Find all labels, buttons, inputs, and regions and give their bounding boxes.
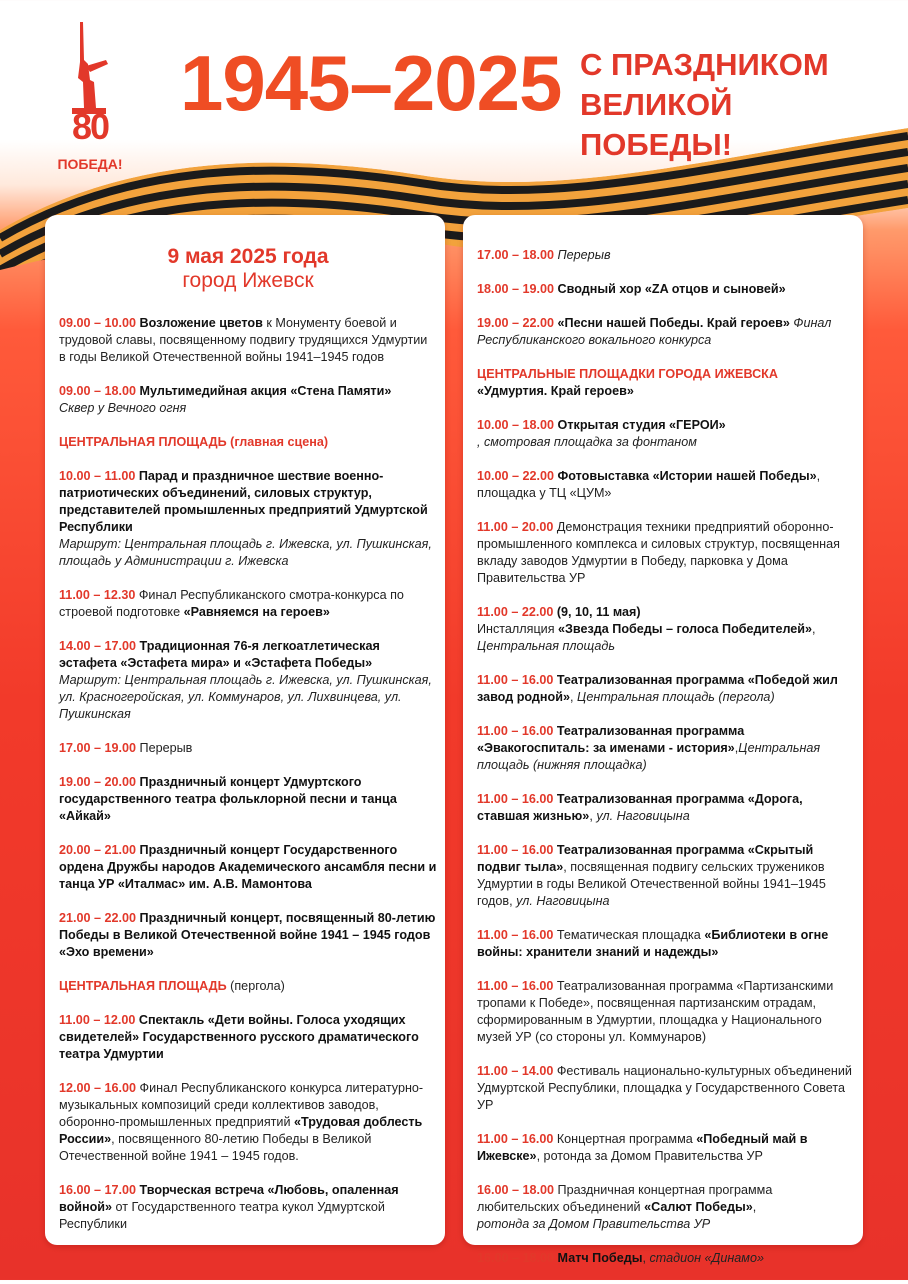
entry-place: Маршрут: Центральная площадь г. Ижевска, ул. Пушкинская, ул. Красногеройская, ул. Коммунаров, ул. Лихвинцева, ул. Пушкинская [59,673,432,721]
schedule-entry [477,723,855,774]
schedule-entry [477,247,855,264]
entry-time: 11.00 – 16.00 [477,979,554,993]
entry-time: 16.00 – 18.00 [477,1183,555,1197]
entry-time: 11.00 – 12.30 [59,588,136,602]
entry-time: 11.00 – 16.00 [477,724,554,738]
schedule-entry [477,417,855,451]
entry-text: , площадка у ТЦ «ЦУМ» [477,469,821,500]
schedule-entry [477,672,855,706]
entry-text: от Государственного театра кукол Удмуртской Республики [59,1200,385,1231]
schedule-entry [59,842,437,893]
entry-place: , смотровая площадка за фонтаном [477,435,697,449]
entry-text: , [642,1251,650,1265]
section-heading [59,978,437,995]
entry-time: 10.00 – 18.00 [477,418,555,432]
entry-place: Финал Республиканского вокального конкурса [477,316,832,347]
entry-time: 11.00 – 12.00 [59,1013,136,1027]
schedule-entry [59,774,437,825]
entry-time: 20.00 – 21.00 [59,843,137,857]
schedule-card-left [45,215,445,1245]
entry-title: Возложение цветов [139,316,263,330]
entry-title: Сводный хор «ZA отцов и сыновей» [557,282,786,296]
entry-title: «Звезда Победы – голоса Победителей» [558,622,813,636]
entry-time: 10.00 – 22.00 [477,469,555,483]
entry-time: 19.00 – 20.00 [59,775,137,789]
schedule-entry [477,519,855,587]
logo-text: ПОБЕДА! [57,156,123,172]
entry-text: Концертная программа [553,1132,697,1146]
entry-time: 11.00 – 20.00 [477,520,554,534]
entry-place: Центральная площадь (нижняя площадка) [477,741,821,772]
entry-time: 11.00 – 16.00 [477,843,554,857]
logo-number: 80 [71,106,109,147]
entry-place: Центральная площадь [477,639,615,653]
entry-title: Мультимедийная акция «Стена Памяти» [139,384,392,398]
schedule-entry [59,1080,437,1165]
entry-time: 19.00 – 22.00 [477,316,555,330]
schedule-entry [477,978,855,1046]
schedule-entry [59,587,437,621]
entry-title: Театрализованная программа «Дорога, ставшая жизнью» [477,792,803,823]
schedule-entry [59,315,437,366]
entry-text: Праздничная концертная программа любительских объединений [477,1183,773,1214]
entry-place: Перерыв [554,248,611,262]
entry-title: Театрализованная программа «Эвакогоспиталь: за именами - история» [477,724,745,755]
entry-text: , [734,741,739,755]
entry-time: 16.00 – 18.00 [477,1251,555,1265]
entry-title: «Трудовая доблесть России» [59,1115,423,1146]
entry-text: Тематическая площадка [553,928,705,942]
schedule-entry [477,1250,855,1267]
entry-text: к Монументу боевой и трудовой славы, посвященному подвигу трудящихся Удмуртии в годы Великой Отечественной войны 1941–1945 годов [59,316,428,364]
schedule-list-left [59,315,437,1233]
entry-place: ротонда за Домом Правительства УР [477,1217,711,1231]
entry-place: Маршрут: Центральная площадь г. Ижевска, ул. Пушкинская, площадь у Администрации г. Ижевска [59,537,432,568]
schedule-entry [477,604,855,655]
entry-time: 17.00 – 18.00 [477,248,555,262]
schedule-entry [59,468,437,570]
schedule-entry [477,281,855,298]
schedule-entry [59,740,437,757]
entry-time: 12.00 – 16.00 [59,1081,137,1095]
entry-place: Сквер у Вечного огня [59,401,187,415]
schedule-entry [477,927,855,961]
entry-text: , [812,622,816,636]
event-date: 9 мая 2025 года [167,245,329,268]
schedule-entry [59,1012,437,1063]
motherland-statue-icon [50,20,130,120]
entry-title: Открытая студия «ГЕРОИ» [557,418,726,432]
entry-time: 09.00 – 18.00 [59,384,137,398]
entry-place: стадион «Динамо» [649,1251,764,1265]
years-title: 1945–2025 [180,39,562,127]
schedule-entry [477,842,855,910]
entry-text: , посвященная подвигу сельских тружеников Удмуртии в годы Великой Отечественной войны 1941–1945 годов, [477,860,826,908]
entry-title: «Библиотеки в огне войны: хранители знаний и надежды» [477,928,829,959]
entry-time: 16.00 – 17.00 [59,1183,137,1197]
entry-time: 11.00 – 16.00 [477,1132,554,1146]
entry-text: , ротонда за Домом Правительства УР [536,1149,763,1163]
entry-time: 11.00 – 22.00 [477,605,554,619]
entry-title: Традиционная 76-я легкоатлетическая эстафета «Эстафета мира» и «Эстафета Победы» [59,639,380,670]
entry-text: , [589,809,597,823]
schedule-list-right [477,247,855,1267]
entry-title: Фотовыставка «Истории нашей Победы» [557,469,817,483]
entry-text: Фестиваль национально-культурных объединений Удмуртской Республики, площадка у Государственного Совета УР [477,1064,852,1112]
entry-time: 11.00 – 14.00 [477,1064,554,1078]
entry-title: «Песни нашей Победы. Край героев» [557,316,790,330]
entry-text: , [569,690,577,704]
entry-place: ул. Наговицына [596,809,690,823]
entry-time: 17.00 – 19.00 [59,741,137,755]
entry-title: Театрализованная программа «Скрытый подвиг тыла» [477,843,814,874]
schedule-entry [477,1063,855,1114]
entry-title: Праздничный концерт, посвященный 80-летию Победы в Великой Отечественной войне 1941 – 1945 годов «Эхо времени» [59,911,436,959]
entry-title: Парад и праздничное шествие военно-патриотических объединений, силовых структур, представителей промышленных предприятий Удмуртской Республики [59,469,428,534]
entry-time: 14.00 – 17.00 [59,639,137,653]
entry-title: «Победный май в Ижевске» [477,1132,808,1163]
entry-title: «Равняемся на героев» [183,605,330,619]
schedule-entry [59,638,437,723]
section-subtitle: «Удмуртия. Край героев» [477,384,634,398]
schedule-card-right [463,215,863,1265]
greeting-line-2: ВЕЛИКОЙ ПОБЕДЫ! [580,87,733,162]
section-title: ЦЕНТРАЛЬНАЯ ПЛОЩАДЬ (главная сцена) [59,435,329,449]
greeting-line-1: С ПРАЗДНИКОМ [580,47,829,82]
entry-time: 11.00 – 16.00 [477,673,554,687]
schedule-entry [477,315,855,349]
entry-place: ул. Наговицына [516,894,610,908]
schedule-entry [477,791,855,825]
entry-title: Матч Победы [557,1251,643,1265]
entry-place: Центральная площадь (пергола) [576,690,775,704]
entry-time: 10.00 – 11.00 [59,469,136,483]
entry-time: 11.00 – 16.00 [477,792,554,806]
section-note: (пергола) [226,979,285,993]
entry-text: Финал Республиканского смотра-конкурса по строевой подготовке [59,588,404,619]
event-city: город Ижевск [182,269,314,292]
entry-time: 18.00 – 19.00 [477,282,555,296]
schedule-entry [59,383,437,417]
entry-text: Инсталляция [477,622,559,636]
entry-text: , посвященного 80-летию Победы в Великой Отечественной войне 1941 – 1945 годов. [59,1132,372,1163]
entry-title: Спектакль «Дети войны. Голоса уходящих свидетелей» Государственного русского драматического театра Удмуртии [59,1013,419,1061]
entry-time: 21.00 – 22.00 [59,911,137,925]
entry-title: «Салют Победы» [644,1200,753,1214]
section-title: ЦЕНТРАЛЬНАЯ ПЛОЩАДЬ [59,979,227,993]
schedule-entry [477,1182,855,1233]
entry-time: 11.00 – 16.00 [477,928,554,942]
entry-text: Демонстрация техники предприятий оборонно-промышленного комплекса и силовых структур, посвященная вкладу заводов Удмуртии в Победу, парковка у Дома Правительства УР [477,520,840,585]
entry-title: (9, 10, 11 мая) [556,605,641,619]
entry-title: Праздничный концерт Удмуртского государственного театра фольклорной песни и танца «Айкай» [59,775,397,823]
schedule-entry [59,1182,437,1233]
entry-title: Театрализованная программа «Победой жил завод родной» [477,673,838,704]
entry-time: 09.00 – 10.00 [59,316,137,330]
schedule-entry [477,1131,855,1165]
section-heading [59,434,437,451]
entry-text: Финал Республиканского конкурса литературно-музыкальных композиций среди коллективов заводов, оборонно-промышленных предприятий [59,1081,424,1129]
entry-text: Перерыв [136,741,193,755]
section-title: ЦЕНТРАЛЬНЫЕ ПЛОЩАДКИ ГОРОДА ИЖЕВСКА [477,367,778,381]
entry-title: Творческая встреча «Любовь, опаленная войной» [59,1183,399,1214]
entry-title: Праздничный концерт Государственного ордена Дружбы народов Академического ансамбля песни и танца УР «Италмас» им. А.В. Мамонтова [59,843,437,891]
schedule-entry [477,468,855,502]
schedule-entry [59,910,437,961]
entry-text: , [752,1200,757,1214]
entry-text: Театрализованная программа «Партизанскими тропами к Победе», посвященная партизанским отрадам, сформированным в Удмуртии, площадка у Национального музей УР (со стороны ул. Коммунаров) [477,979,834,1044]
section-heading [477,366,855,400]
